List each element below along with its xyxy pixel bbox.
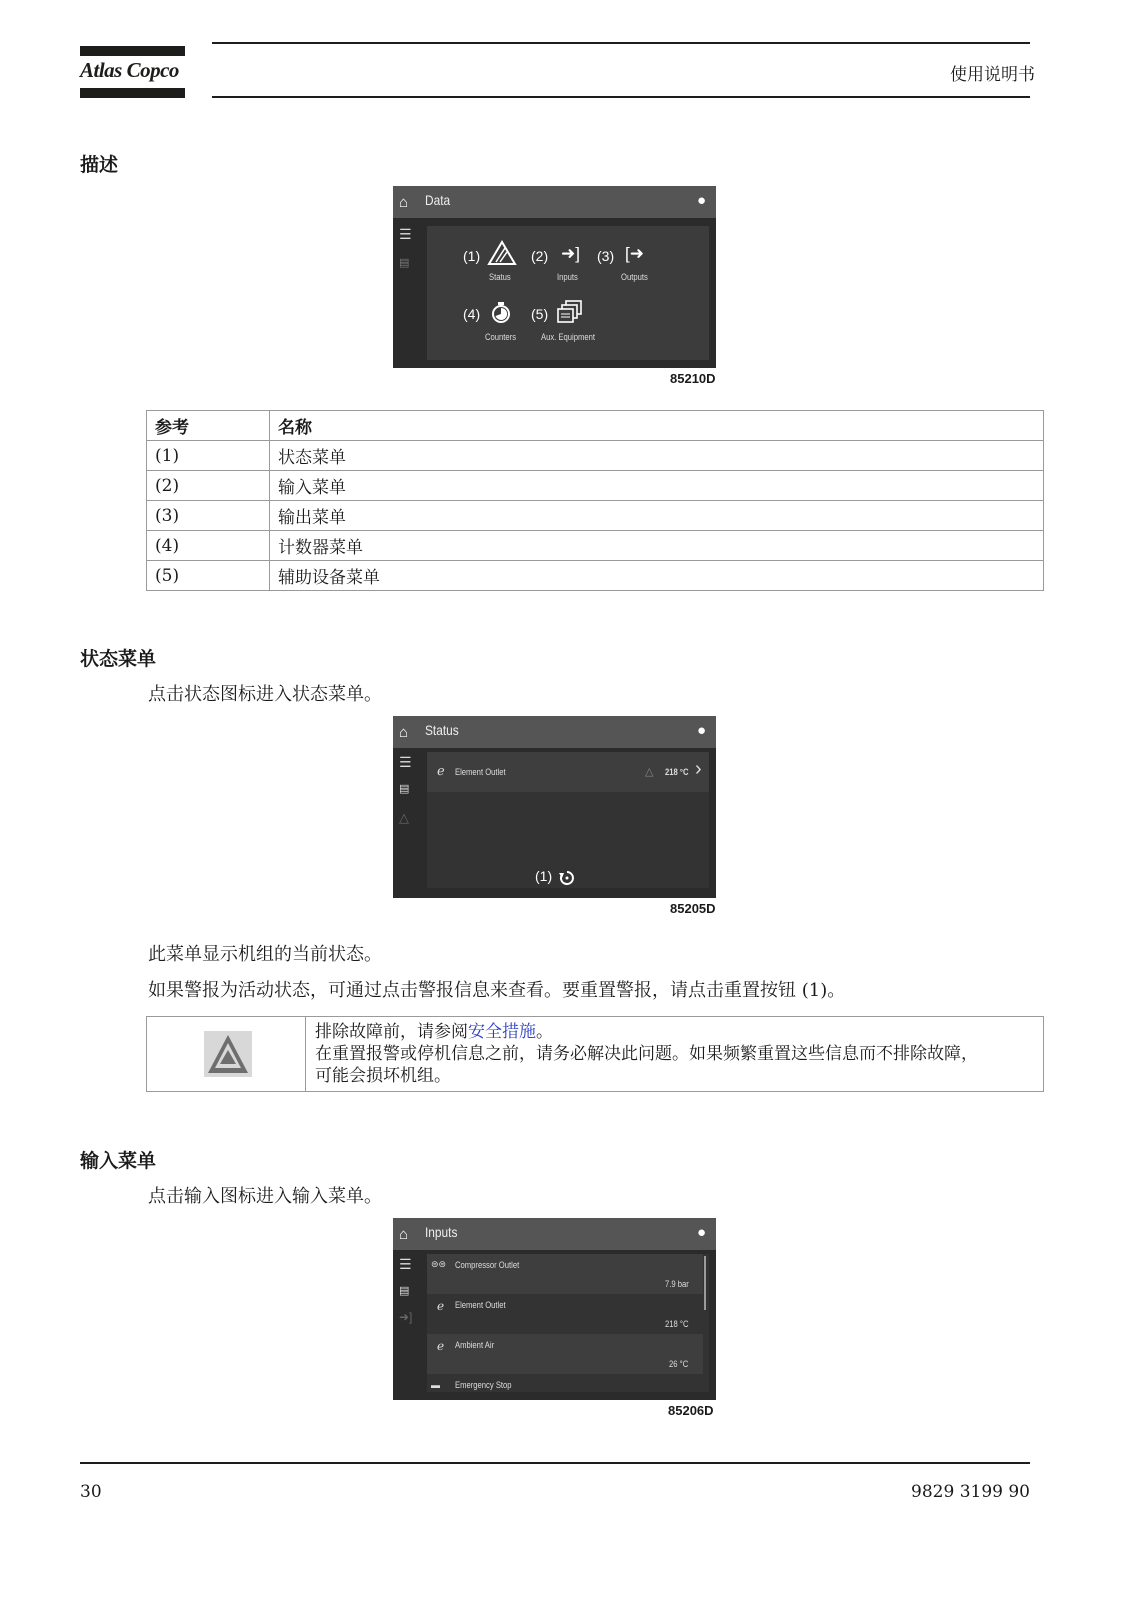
safety-precautions-link[interactable]: 安全措施 [468,1022,536,1042]
screen-title: Data [425,192,451,208]
inputs-item-label: Inputs [557,272,578,282]
aux-equipment-item-number: (5) [531,306,549,322]
figure-id: 85205D [670,901,716,916]
document-number: 9829 3199 90 [911,1482,1030,1502]
screen-topbar [393,186,716,218]
warning-line-1-post: 。 [536,1022,553,1042]
table-row [147,561,1044,591]
figure-id: 85206D [668,1403,714,1418]
screen-topbar [393,1218,716,1250]
screen-icon: ▤ [399,783,410,795]
inputs-item-number: (2) [531,248,549,264]
document-type: 使用说明书 [950,65,1035,85]
counters-icon[interactable] [491,302,511,324]
warning-line-3: 可能会损坏机组。 [315,1066,451,1086]
inputs-intro: 点击输入图标进入输入菜单。 [148,1186,382,1207]
inputs-icon[interactable]: ➜] [561,244,580,263]
inputs-icon: ➜] [399,1310,413,1324]
reset-button-number: (1) [535,868,553,884]
list-item[interactable] [427,1374,703,1392]
pressure-icon: ⊜⊜ [431,1259,447,1269]
home-icon: ⌂ [399,724,409,741]
table-cell: 输入菜单 [270,471,1044,501]
table-cell: 输出菜单 [270,501,1044,531]
input-label: Element Outlet [455,1300,506,1310]
screen-sidebar [393,748,419,898]
alarm-row-label: Element Outlet [455,767,506,777]
inputs-list-panel [427,1254,709,1392]
home-icon: ⌂ [399,194,409,211]
aux-equipment-icon[interactable] [557,300,583,324]
header-rule-top [212,42,1030,44]
emergency-stop-icon: ▬ [431,1380,440,1390]
list-item[interactable] [427,1294,703,1334]
status-menu-screen [393,716,716,898]
footer-rule [80,1462,1030,1464]
warning-line-2: 在重置报警或停机信息之前，请务必解决此问题。如果频繁重置这些信息而不排除故障， [315,1044,978,1064]
warning-text [315,1021,978,1087]
list-item[interactable] [427,1254,703,1294]
warning-icon: △ [645,766,654,778]
list-item[interactable] [427,1334,703,1374]
section-heading-description: 描述 [80,154,119,176]
screen-title: Inputs [425,1224,458,1240]
user-icon: ● [696,192,706,209]
input-value: 7.9 bar [665,1279,689,1289]
status-panel [427,752,709,888]
status-paragraph-2: 如果警报为活动状态，可通过点击警报信息来查看。要重置警报，请点击重置按钮 (1)。 [148,980,846,1001]
table-row [147,501,1044,531]
header-rule-bottom [212,96,1030,98]
logo-bar-top [80,46,185,56]
screen-topbar [393,716,716,748]
outputs-item-number: (3) [597,248,615,264]
counters-item-label: Counters [485,332,517,342]
input-value: 218 °C [665,1319,689,1329]
table-cell: (5) [147,561,270,591]
status-intro: 点击状态图标进入状态菜单。 [148,684,382,705]
home-icon: ⌂ [399,1226,409,1243]
table-cell: (3) [147,501,270,531]
menu-icon: ☰ [399,754,412,770]
data-icon-panel [427,226,709,360]
table-cell: 计数器菜单 [270,531,1044,561]
input-value: 26 °C [669,1359,689,1369]
thermometer-icon: ℯ [437,763,445,778]
input-label: Emergency Stop [455,1380,512,1390]
table-cell: 状态菜单 [270,441,1044,471]
thermometer-icon: ℯ [437,1299,445,1313]
screen-icon: ▤ [399,257,410,269]
table-cell: (1) [147,441,270,471]
table-row [147,471,1044,501]
table-header-cell: 名称 [270,411,1044,441]
status-paragraph-1: 此菜单显示机组的当前状态。 [148,944,382,965]
warning-box [146,1016,1044,1092]
table-cell: (4) [147,531,270,561]
scrollbar[interactable] [704,1256,706,1310]
warning-line-1-pre: 排除故障前，请参阅 [315,1022,468,1042]
screen-icon: ▤ [399,1285,410,1297]
status-warning-icon[interactable] [487,240,517,266]
warning-triangle-icon [204,1031,252,1077]
menu-icon: ☰ [399,226,412,242]
table-cell: (2) [147,471,270,501]
thermometer-icon: ℯ [437,1339,445,1353]
inputs-menu-screen [393,1218,716,1400]
screen-sidebar [393,1250,419,1400]
figure-id: 85210D [670,371,716,386]
table-row [147,531,1044,561]
reference-table [146,410,1044,591]
status-warning-icon: △ [399,810,409,825]
input-label: Ambient Air [455,1340,495,1350]
aux-equipment-item-label: Aux. Equipment [541,332,596,342]
chevron-right-icon: › [695,758,702,780]
menu-icon: ☰ [399,1256,412,1272]
outputs-item-label: Outputs [621,272,648,282]
user-icon: ● [696,1224,706,1241]
alarm-row[interactable] [427,752,709,792]
atlas-copco-logo: Atlas Copco [80,58,179,82]
page-number: 30 [80,1482,102,1502]
screen-sidebar [393,218,419,368]
screen-title: Status [425,722,459,738]
counters-item-number: (4) [463,306,481,322]
reset-icon[interactable] [559,870,575,886]
table-header-cell: 参考 [147,411,270,441]
section-heading-status: 状态菜单 [80,648,157,670]
data-menu-screen [393,186,716,368]
alarm-row-value: 218 °C [665,767,689,777]
status-item-label: Status [489,272,511,282]
user-icon: ● [696,722,706,739]
logo-bar-bottom [80,88,185,98]
table-row [147,441,1044,471]
outputs-icon[interactable]: [➜ [625,244,644,263]
warning-icon-cell [147,1017,306,1091]
input-label: Compressor Outlet [455,1260,520,1270]
status-item-number: (1) [463,248,481,264]
table-cell: 辅助设备菜单 [270,561,1044,591]
warning-line-1 [315,1021,978,1043]
table-header-row [147,411,1044,441]
section-heading-inputs: 输入菜单 [80,1150,157,1172]
